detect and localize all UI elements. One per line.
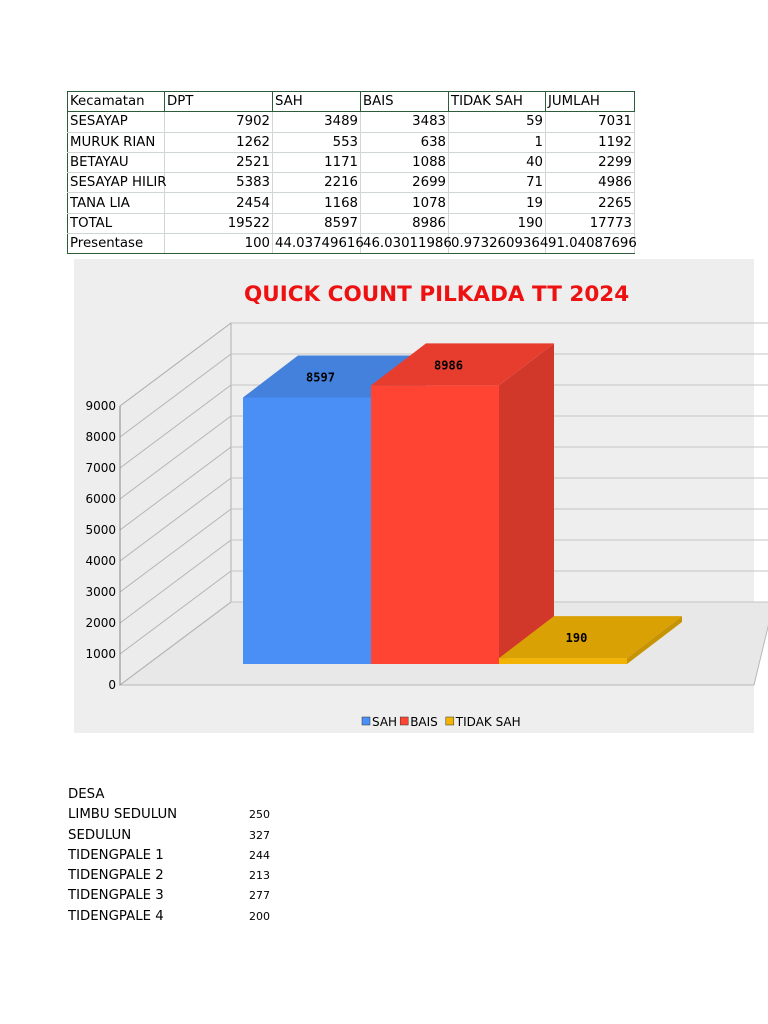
table-cell: 59: [449, 112, 546, 132]
table-cell: TOTAL: [68, 213, 165, 233]
y-tick-label: 1000: [85, 647, 116, 661]
desa-name: TIDENGPALE 3: [68, 888, 164, 904]
table-cell: 19522: [165, 213, 273, 233]
y-tick-label: 6000: [85, 492, 116, 506]
desa-header-label: DESA: [68, 787, 105, 802]
desa-name: TIDENGPALE 2: [68, 868, 164, 884]
table-header-cell: TIDAK SAH: [449, 92, 546, 112]
desa-value: 213: [249, 869, 270, 883]
table-cell: 2699: [361, 173, 449, 193]
table-cell: 553: [273, 132, 361, 152]
table-cell: 2216: [273, 173, 361, 193]
table-cell: 638: [361, 132, 449, 152]
table-cell: SESAYAP: [68, 112, 165, 132]
table-cell: Presentase: [68, 234, 165, 254]
table-cell: 1: [449, 132, 546, 152]
table-cell: 7031: [546, 112, 635, 132]
y-tick-label: 0: [108, 678, 116, 692]
bar-side: [499, 343, 554, 664]
table-cell: 2299: [546, 152, 635, 172]
y-tick-label: 4000: [85, 554, 116, 568]
table-cell: 91.04087696: [546, 234, 635, 254]
table-row: [68, 173, 635, 193]
table-cell: 8986: [361, 213, 449, 233]
table-cell: 7902: [165, 112, 273, 132]
data-label: 190: [565, 631, 588, 646]
table-cell: MURUK RIAN: [68, 132, 165, 152]
bar-sah: [243, 397, 371, 664]
legend-label: SAH: [372, 715, 398, 729]
table-header-cell: DPT: [165, 92, 273, 112]
table-cell: 17773: [546, 213, 635, 233]
desa-name: TIDENGPALE 4: [68, 908, 164, 924]
table-cell: 2454: [165, 193, 273, 213]
table-cell: 2265: [546, 193, 635, 213]
table-row: [68, 234, 635, 254]
desa-value: 250: [249, 808, 270, 822]
data-label: 8986: [434, 358, 463, 373]
table-cell: 1262: [165, 132, 273, 152]
table-cell: 71: [449, 173, 546, 193]
legend-swatch: [400, 717, 408, 725]
chart-title: QUICK COUNT PILKADA TT 2024: [244, 282, 630, 307]
y-tick-label: 2000: [85, 616, 116, 630]
data-label: 8597: [306, 370, 335, 385]
y-tick-label: 7000: [85, 461, 116, 475]
legend-label: BAIS: [410, 715, 438, 729]
table-cell: 190: [449, 213, 546, 233]
table-cell: 19: [449, 193, 546, 213]
legend-label: TIDAK SAH: [455, 715, 521, 729]
table-cell: 1168: [273, 193, 361, 213]
chart-area: [74, 259, 633, 733]
table-cell: 40: [449, 152, 546, 172]
bar-bais: [371, 385, 499, 664]
desa-value: 327: [249, 828, 270, 842]
y-tick-label: 5000: [85, 523, 116, 537]
desa-value: 200: [249, 909, 270, 923]
table-cell: 3489: [273, 112, 361, 132]
y-tick-label: 8000: [85, 430, 116, 444]
table-header-cell: SAH: [273, 92, 361, 112]
bar-tidak-sah: [499, 658, 627, 664]
table-cell: 1078: [361, 193, 449, 213]
y-tick-label: 3000: [85, 585, 116, 599]
table-cell: 44.03749616: [273, 234, 361, 254]
table-cell: BETAYAU: [68, 152, 165, 172]
table-header-cell: JUMLAH: [546, 92, 635, 112]
table-header-row: [68, 92, 635, 112]
table-row: [68, 132, 635, 152]
legend-swatch: [446, 717, 454, 725]
table-cell: TANA LIA: [68, 193, 165, 213]
table-cell: 100: [165, 234, 273, 254]
y-tick-label: 9000: [85, 399, 116, 413]
table-cell: 1171: [273, 152, 361, 172]
desa-name: SEDULUN: [68, 827, 132, 843]
bar-chart: [74, 259, 754, 733]
desa-name: LIMBU SEDULUN: [68, 807, 178, 823]
table-cell: 1192: [546, 132, 635, 152]
legend-swatch: [362, 717, 370, 725]
table-cell: SESAYAP HILIR: [68, 173, 165, 193]
table-row: [68, 152, 635, 172]
table-cell: 4986: [546, 173, 635, 193]
table-cell: 3483: [361, 112, 449, 132]
desa-value: 277: [249, 889, 270, 903]
table-header-cell: BAIS: [361, 92, 449, 112]
table-row: [68, 112, 635, 132]
table-cell: 8597: [273, 213, 361, 233]
table-row: [68, 213, 635, 233]
table-cell: 2521: [165, 152, 273, 172]
desa-name: TIDENGPALE 1: [68, 847, 164, 863]
table-cell: 0.9732609364: [449, 234, 546, 254]
desa-value: 244: [249, 848, 270, 862]
table-header-cell: Kecamatan: [68, 92, 165, 112]
table-row: [68, 193, 635, 213]
results-table: [67, 91, 635, 254]
table-cell: 1088: [361, 152, 449, 172]
table-cell: 46.03011986: [361, 234, 449, 254]
table-cell: 5383: [165, 173, 273, 193]
